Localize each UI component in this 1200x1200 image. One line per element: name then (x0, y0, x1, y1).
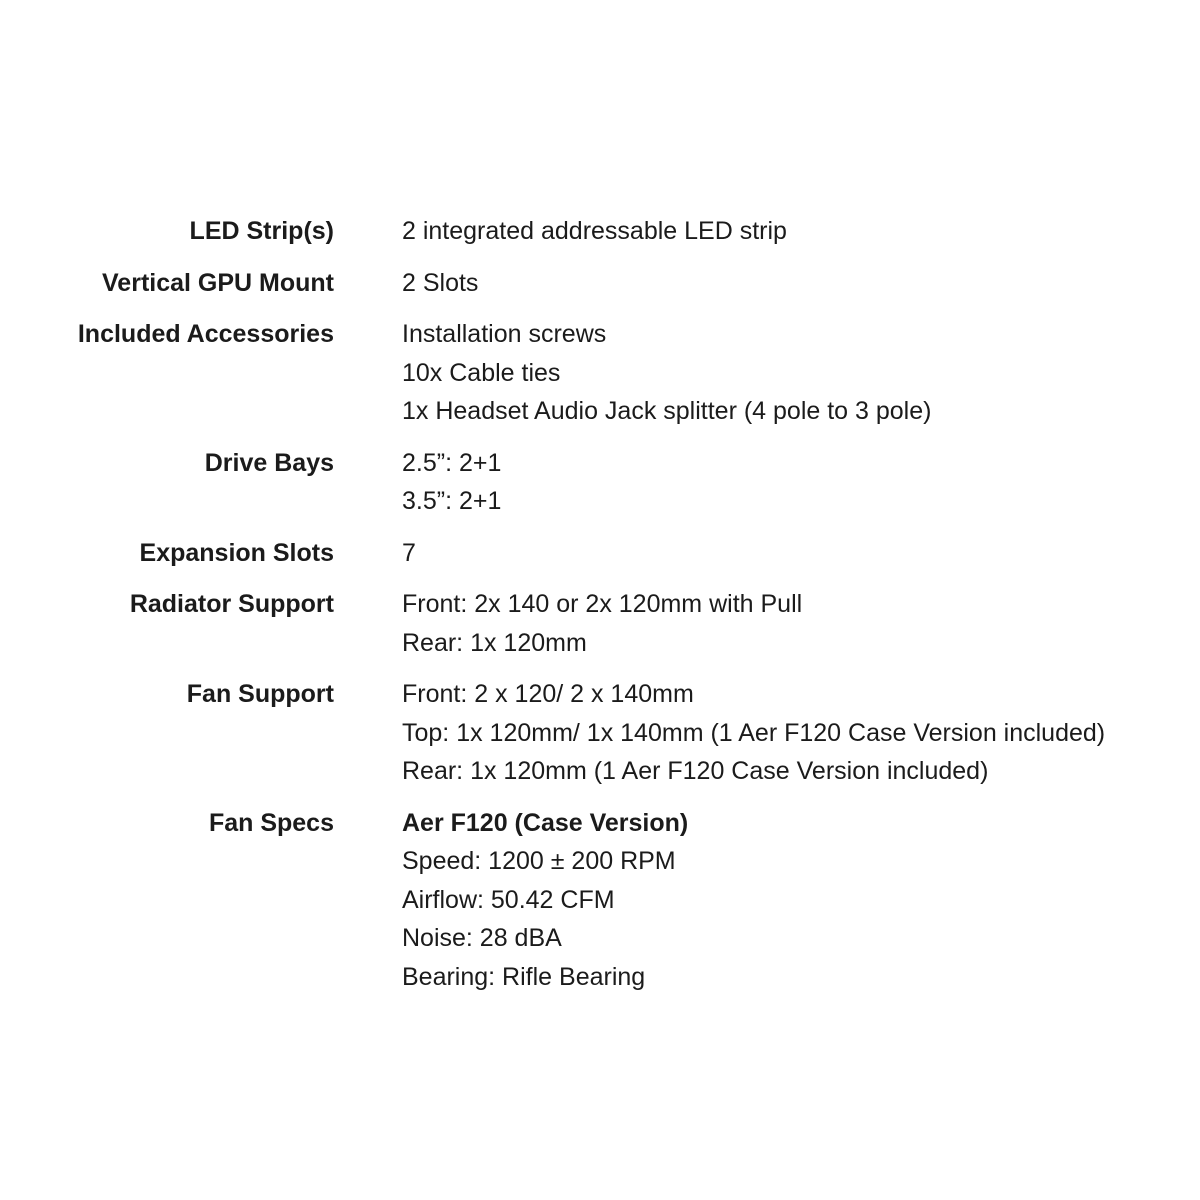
spec-value (402, 804, 688, 997)
spec-value (402, 675, 1105, 791)
spec-value-line: 3.5”: 2+1 (402, 487, 502, 515)
spec-value (402, 264, 478, 303)
spec-row-expansion-slots (0, 534, 1200, 573)
spec-value (402, 585, 802, 662)
spec-value-line: Rear: 1x 120mm (402, 628, 587, 657)
spec-value (402, 315, 931, 431)
spec-value-line: Rear: 1x 120mm (1 Aer F120 Case Version included) (402, 757, 989, 785)
spec-value-line: 10x Cable ties (402, 358, 561, 387)
spec-value (402, 534, 416, 573)
spec-row-drive-bays (0, 444, 1200, 521)
spec-value-heading: Aer F120 (Case Version) (402, 808, 689, 837)
spec-value-line: Front: 2 x 120/ 2 x 140mm (402, 680, 694, 708)
spec-value-line: Top: 1x 120mm/ 1x 140mm (1 Aer F120 Case Version included) (402, 718, 1106, 747)
spec-value-line: Speed: 1200 ± 200 RPM (402, 847, 676, 875)
spec-row-included-accessories (0, 315, 1200, 431)
spec-row-fan-specs (0, 804, 1200, 997)
spec-label: Vertical GPU Mount (102, 268, 334, 297)
spec-label: LED Strip(s) (189, 217, 334, 245)
spec-label: Expansion Slots (139, 538, 334, 567)
spec-row-led-strips (0, 212, 1200, 251)
spec-value-line: Bearing: Rifle Bearing (402, 962, 646, 991)
spec-label: Radiator Support (129, 590, 334, 618)
spec-value-line: 2 Slots (402, 268, 479, 297)
spec-value-line: 7 (402, 538, 416, 567)
spec-row-fan-support (0, 675, 1200, 791)
spec-value-line: Noise: 28 dBA (402, 924, 562, 952)
spec-label: Fan Specs (208, 808, 334, 837)
spec-value-line: 2 integrated addressable LED strip (402, 217, 787, 245)
spec-label: Drive Bays (204, 448, 334, 477)
spec-value-line: Front: 2x 140 or 2x 120mm with Pull (402, 590, 803, 618)
spec-row-vertical-gpu-mount (0, 264, 1200, 303)
spec-value-line: 2.5”: 2+1 (402, 448, 502, 477)
spec-table (0, 212, 1200, 996)
spec-row-radiator-support (0, 585, 1200, 662)
spec-value-line: Airflow: 50.42 CFM (402, 885, 615, 914)
spec-value (402, 212, 787, 251)
spec-value-line: Installation screws (402, 320, 607, 348)
spec-value-line: 1x Headset Audio Jack splitter (4 pole to 3 pole) (402, 397, 932, 425)
spec-label: Included Accessories (77, 320, 334, 348)
spec-label: Fan Support (186, 680, 334, 708)
spec-value (402, 444, 501, 521)
